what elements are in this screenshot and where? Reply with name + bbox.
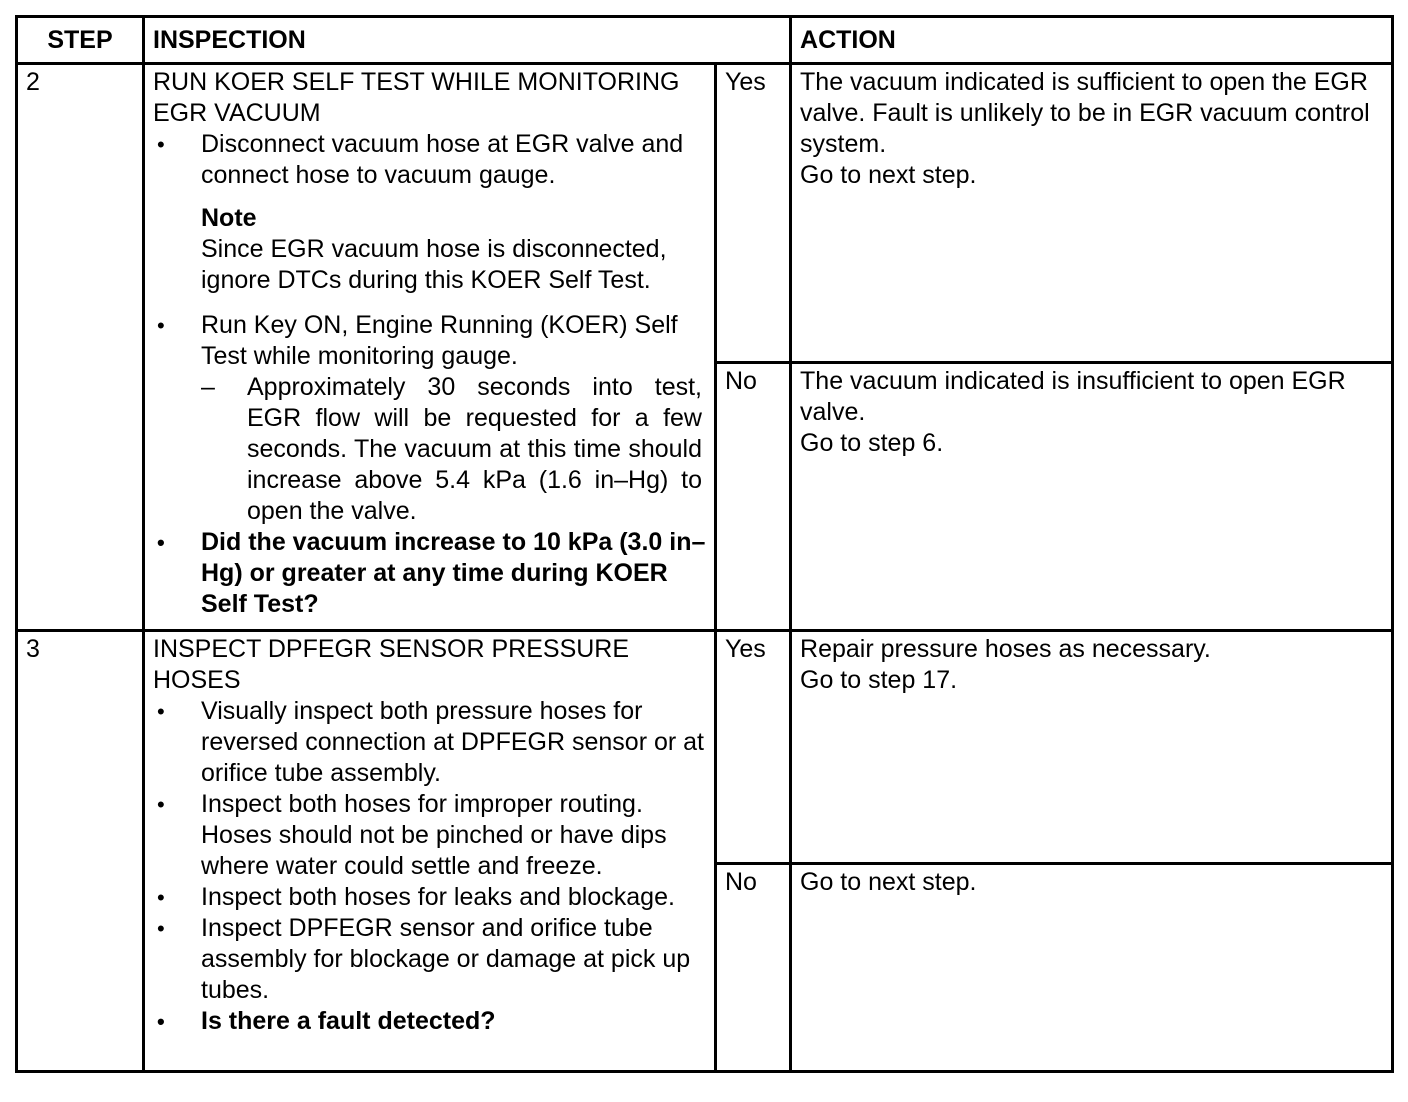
- bullet-item: • Disconnect vacuum hose at EGR valve and connect hose to vacuum gauge.: [153, 129, 706, 191]
- no-label: No: [716, 363, 791, 631]
- yes-action-cell: [791, 64, 1393, 363]
- note-text: Since EGR vacuum hose is disconnected, ignore DTCs during this KOER Self Test.: [201, 235, 667, 294]
- step-row-3: [17, 631, 1393, 864]
- yes-action-cell: [791, 631, 1393, 864]
- bullet-list: [153, 310, 706, 620]
- dash-list: [201, 372, 706, 527]
- bullet-item: [153, 310, 706, 527]
- header-step: STEP: [17, 17, 144, 64]
- yes-action-text: The vacuum indicated is sufficient to open the EGR valve. Fault is unlikely to be in EGR vacuum control system.: [800, 68, 1370, 158]
- bullet-item: • Visually inspect both pressure hoses for reversed connection at DPFEGR sensor or at orifice tube assembly.: [153, 696, 706, 789]
- header-row: [17, 17, 1393, 64]
- bullet-question: • Did the vacuum increase to 10 kPa (3.0 in–Hg) or greater at any time during KOER Self Test?: [153, 527, 706, 620]
- no-next-step: Go to step 6.: [800, 429, 944, 457]
- bullet-item: • Inspect both hoses for improper routing. Hoses should not be pinched or have dips where water could settle and freeze.: [153, 789, 706, 882]
- inspection-title: RUN KOER SELF TEST WHILE MONITORING EGR VACUUM: [153, 68, 680, 127]
- bullet-list: [153, 129, 706, 191]
- inspection-cell: [144, 631, 716, 1072]
- bullet-question: • Is there a fault detected?: [153, 1006, 706, 1037]
- note-block: [153, 203, 706, 296]
- inspection-cell: [144, 64, 716, 631]
- step-number: 2: [17, 64, 144, 631]
- no-label: No: [716, 864, 791, 1072]
- bullet-item: • Inspect both hoses for leaks and blockage.: [153, 882, 706, 913]
- no-action-cell: [791, 363, 1393, 631]
- step-number: 3: [17, 631, 144, 1072]
- bullet-run-text: • Run Key ON, Engine Running (KOER) Self Test while monitoring gauge.: [201, 311, 678, 370]
- yes-label: Yes: [716, 64, 791, 363]
- header-inspection: INSPECTION: [144, 17, 791, 64]
- yes-next-step: Go to step 17.: [800, 666, 958, 694]
- yes-next-step: Go to next step.: [800, 161, 977, 189]
- note-title: Note: [201, 204, 257, 232]
- yes-label: Yes: [716, 631, 791, 864]
- step-row-2: [17, 64, 1393, 363]
- no-next-step: Go to next step.: [800, 868, 977, 896]
- diagnostic-table: [15, 15, 1394, 1073]
- bullet-item: • Inspect DPFEGR sensor and orifice tube assembly for blockage or damage at pick up tubes.: [153, 913, 706, 1006]
- header-action: ACTION: [791, 17, 1393, 64]
- no-action-text: The vacuum indicated is insufficient to open EGR valve.: [800, 367, 1346, 426]
- yes-action-text: Repair pressure hoses as necessary.: [800, 635, 1211, 663]
- dash-item: – Approximately 30 seconds into test, EGR flow will be requested for a few seconds. The vacuum at this time should increase above 5.4 kPa (1.6 in–Hg) to open the valve.: [201, 372, 706, 527]
- no-action-cell: [791, 864, 1393, 1072]
- bullet-list: [153, 696, 706, 1037]
- inspection-title: INSPECT DPFEGR SENSOR PRESSURE HOSES: [153, 635, 630, 694]
